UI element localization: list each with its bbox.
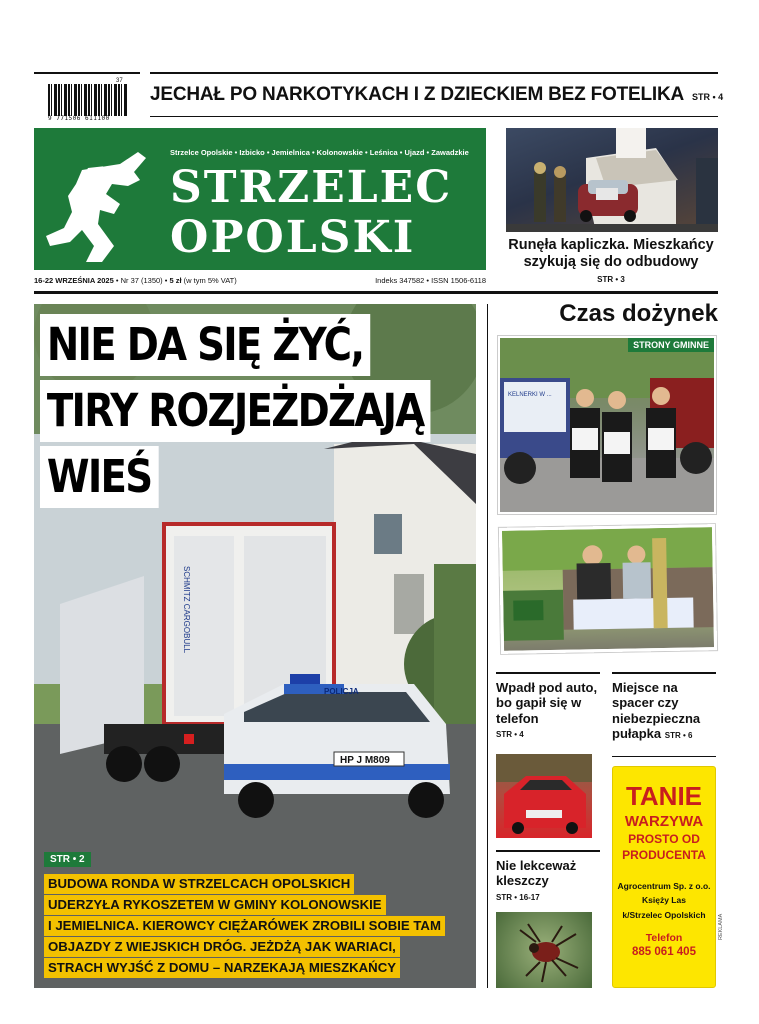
headline-rule	[150, 116, 718, 117]
story-car-accident-ref: STR • 4	[496, 729, 524, 739]
story-walk-ref: STR • 6	[664, 730, 693, 740]
story-ticks[interactable]	[496, 858, 600, 902]
tick-photo[interactable]	[496, 912, 592, 988]
top-story[interactable]	[150, 84, 724, 110]
lead-deck-line2: UDERZYŁA RYKOSZETEM W GMINY KOLONOWSKIE	[44, 895, 386, 915]
top-story-headline[interactable]: JECHAŁ PO NARKOTYKACH I Z DZIECKIEM BEZ FOTELIKA	[150, 84, 685, 105]
dozynki-scene-2	[502, 527, 714, 651]
marksman-logo-icon	[42, 150, 160, 266]
top-rule-left	[34, 72, 140, 74]
issue-rule	[34, 291, 718, 294]
top-story-ref: STR • 4	[692, 92, 724, 102]
dozynki-photo-1[interactable]	[498, 336, 716, 514]
lead-deck	[44, 874, 472, 979]
ad-line-tanie: TANIE	[625, 781, 703, 811]
lead-headline[interactable]	[40, 314, 494, 512]
issue-info	[34, 276, 237, 288]
police-plate: HP J M809	[340, 755, 390, 766]
ad-company-area: k/Strzelec Opolskich	[622, 909, 706, 920]
lead-headline-line2[interactable]: TIRY ROZJEŻDŻAJĄ	[40, 380, 430, 442]
lead-ref-badge: STR • 2	[44, 852, 91, 867]
ad-line-warzywa: WARZYWA	[624, 813, 704, 830]
dozynki-scene-1	[500, 338, 714, 512]
barcode-issue-digits: 37	[116, 78, 123, 84]
dozynki-title[interactable]: Czas dożynek	[559, 300, 718, 327]
lead-deck-line4: OBJAZDY Z WIEJSKICH DRÓG. JEŻDŻĄ JAK WARIACI,	[44, 937, 400, 957]
dozynki-banner-text: KELNERKI W ...	[508, 392, 552, 398]
item-rule-1	[496, 672, 600, 674]
story-walk-headline[interactable]: Miejsce na spacer czy niebezpieczna pułapka STR • 6	[612, 680, 701, 741]
lead-headline-line3[interactable]: WIEŚ	[40, 446, 158, 508]
chapel-ref: STR • 3	[597, 275, 625, 284]
dozynki-badge: STRONY GMINNE	[628, 338, 714, 352]
issue-number: • Nr 37 (1350) •	[115, 276, 168, 285]
trailer-brand-text: SCHMITZ CARGOBULL	[182, 566, 191, 654]
lead-headline-line1[interactable]: NIE DA SIĘ ŻYĆ,	[40, 314, 370, 376]
barcode	[48, 78, 128, 122]
ad-marker: REKLAMA	[718, 913, 724, 940]
lead-deck-line5: STRACH WYJŚĆ Z DOMU – NARZEKAJĄ MIESZKAŃCY	[44, 958, 400, 978]
ad-line-prosto: PROSTO OD	[628, 832, 700, 846]
masthead-towns: Strzelce Opolskie • Izbicko • Jemielnica • Kolonowskie • Leśnica • Ujazd • Zawadzkie	[170, 148, 469, 157]
police-roof-label: POLICJA	[324, 687, 359, 696]
ad-line-producenta: PRODUCENTA	[622, 848, 706, 863]
ad-company-place: Księży Las	[642, 895, 686, 906]
chapel-scene	[506, 128, 718, 232]
vegetables-ad[interactable]	[612, 766, 716, 988]
issue-price: 5 zł	[169, 276, 182, 285]
ad-company	[613, 879, 715, 922]
ad-tel-label: Telefon	[645, 932, 683, 945]
chapel-caption[interactable]: Runęła kapliczka. Mieszkańcy szykują się do odbudowy	[508, 237, 714, 270]
story-walk[interactable]	[612, 680, 716, 741]
top-rule-right	[150, 72, 718, 74]
dozynki-photo-2[interactable]	[499, 524, 717, 654]
ad-tel-number[interactable]: 885 061 405	[632, 946, 696, 959]
tick-scene	[496, 912, 592, 988]
issue-vat: (w tym 5% VAT)	[183, 276, 237, 285]
issue-line	[34, 276, 486, 288]
item-rule-4	[612, 756, 716, 757]
column-divider	[487, 304, 488, 988]
barcode-digits: 9 771506 611100	[48, 115, 110, 122]
issue-index: Indeks 347582 • ISSN 1506-6118	[375, 276, 486, 285]
masthead-title-line1: STRZELEC	[170, 162, 453, 213]
red-car-scene	[496, 754, 592, 838]
issue-date: 16-22 WRZEŚNIA 2025	[34, 276, 114, 285]
lead-deck-line3: I JEMIELNICA. KIEROWCY CIĘŻARÓWEK ZROBILI SOBIE TAM	[44, 916, 445, 936]
masthead-title-line2: OPOLSKI	[170, 212, 416, 263]
car-accident-photo[interactable]	[496, 754, 592, 838]
story-car-accident-headline[interactable]: Wpadł pod auto, bo gapił się w telefon	[496, 680, 598, 726]
masthead[interactable]	[34, 128, 486, 270]
item-rule-3	[496, 850, 600, 852]
story-ticks-ref: STR • 16-17	[496, 892, 540, 902]
barcode-bars	[48, 84, 128, 116]
story-car-accident[interactable]	[496, 680, 600, 739]
item-rule-2	[612, 672, 716, 674]
ad-company-name: Agrocentrum Sp. z o.o.	[617, 880, 711, 891]
chapel-photo[interactable]	[506, 128, 718, 232]
story-ticks-headline[interactable]: Nie lekceważ kleszczy	[496, 858, 577, 889]
lead-deck-line1: BUDOWA RONDA W STRZELCACH OPOLSKICH	[44, 874, 354, 894]
